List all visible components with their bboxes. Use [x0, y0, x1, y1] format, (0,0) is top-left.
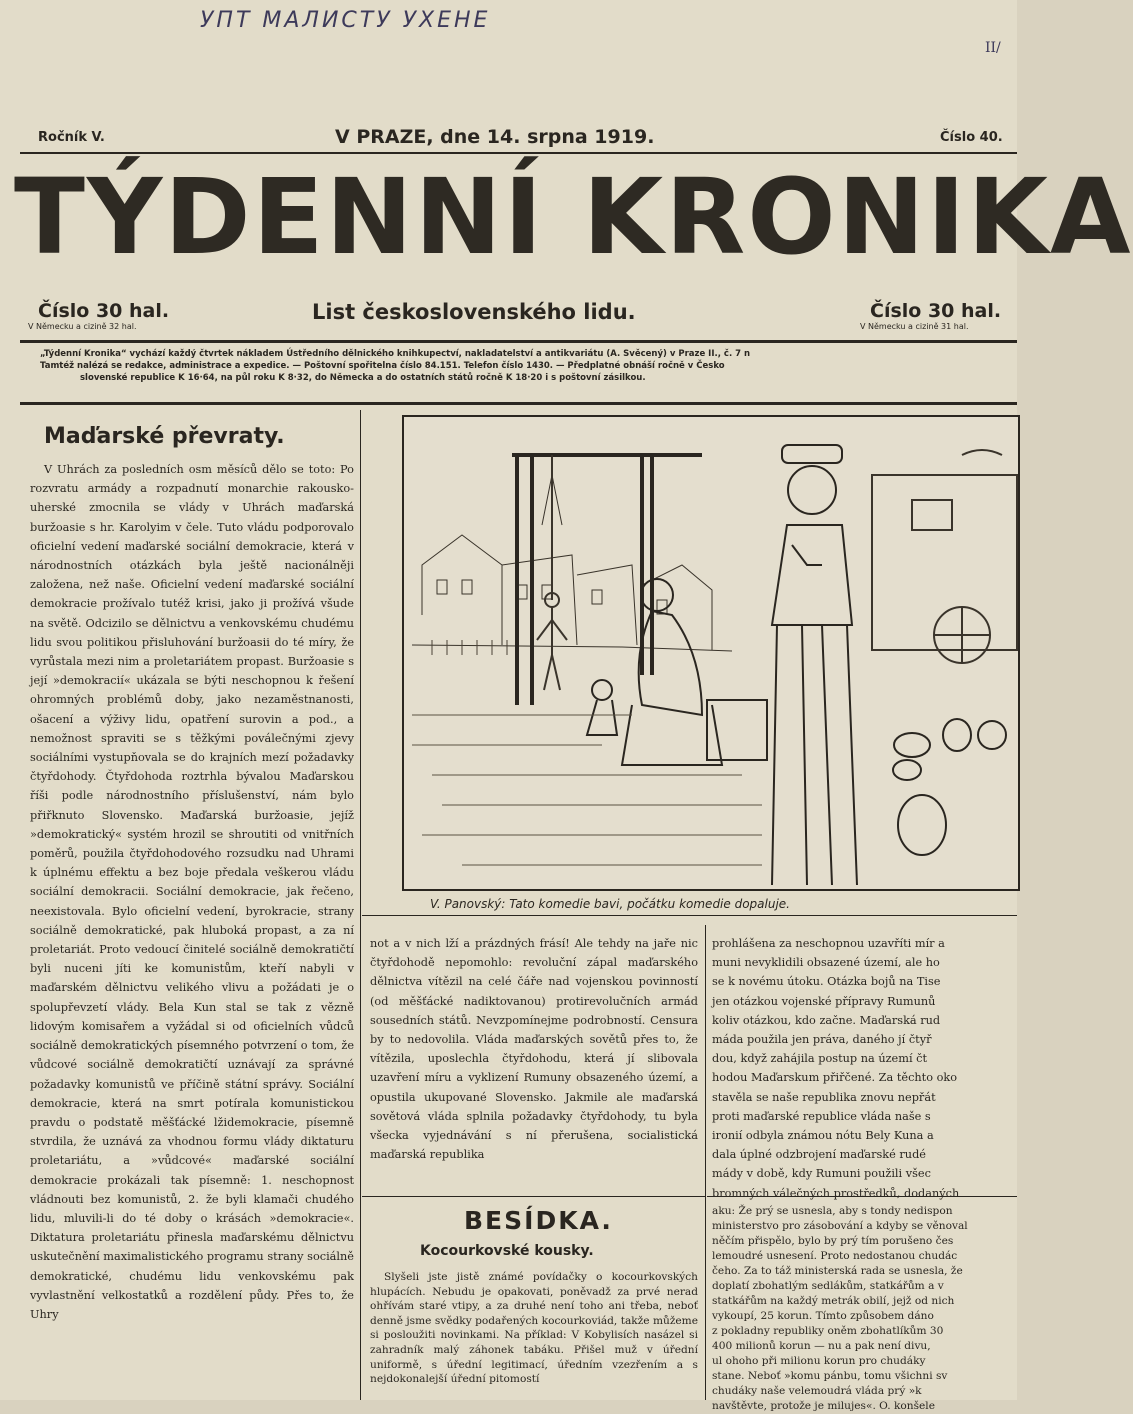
text-line: lemoudré usnesení. Proto nedostanou chudác — [712, 1250, 958, 1262]
imprint-line: Tamtéž nalézá se redakce, administrace a expedice. — Poštovní spořitelna číslo 84.151. Telefon číslo 1430. — Předplatné obnáší ročně v Česko — [40, 361, 725, 371]
text-line: doplatí zbohatlým sedlákům, statkářům a v — [712, 1280, 944, 1292]
text-line: statkářům na každý metrák obilí, jejž od nich — [712, 1295, 955, 1307]
text-line: aku: Že prý se usnesla, aby s tondy nedispon — [712, 1205, 953, 1217]
story-title: Kocourkovské kousky. — [420, 1243, 594, 1259]
text-line: koliv otázkou, kdo začne. Maďarská rud — [712, 1013, 941, 1027]
text-line: stavěla se naše republika znovu nepřát — [712, 1090, 936, 1104]
article-column-1 — [30, 460, 354, 1324]
article-column-3 — [712, 934, 1017, 1203]
text-line: se k novému útoku. Otázka bojů na Tise — [712, 975, 941, 989]
text-line: dou, když zahájila postup na území čt — [712, 1052, 928, 1066]
imprint-line: slovenské republice K 16·64, na půl roku K 8·32, do Německa a do ostatních států ročně K 18·20 i s poštovní zásilkou. — [80, 373, 646, 383]
text-line: hodou Maďarskum přiřčené. Za těchto oko — [712, 1071, 958, 1085]
text-line: ironií odbyla známou nótu Bely Kuna a — [712, 1129, 934, 1143]
masthead-title: TÝDENNÍ KRONIKA — [14, 156, 1133, 278]
caption-rule — [362, 915, 1017, 916]
imprint-block — [40, 348, 1030, 384]
price-left: Číslo 30 hal. — [38, 300, 170, 322]
handwritten-corner-mark: II/ — [985, 40, 1001, 56]
text-line: vykoupí, 25 korun. Tímto způsobem dáno — [712, 1310, 934, 1322]
masthead-subtitle: List československého lidu. — [312, 300, 636, 324]
price-right-note: V Německu a cizině 31 hal. — [860, 322, 969, 331]
article-body: V Uhrách za posledních osm měsíců dělo se toto: Po rozvratu armády a rozpadnutí monarchie rakousko-uherské zmocnila se vlády v Uhrách maďarská buržoasie s hr. Karolyim v čele. Tuto vládu podporovalo oficielní vedení maďarské sociální demokracie, která v národnostních otázkách byla ještě nacionálněji založena, než naše. Oficielní vedení maďarské sociální demokracie prožívalo tutéž krisi, jako ji prožívá všude na světě. Odcizilo se dělnictvu a venkovskému chudému lidu svou politikou přisluhování buržoasii do té míry, že vyrůstala mezi nim a proletariátem propast. Buržoasie s její »demokracií« ukázala se býti neschopnou k řešení ohromných problémů doby, jako nezaměstnanosti, ošacení a výživy lidu, opatření surovin a pod., a nemožnost spraviti se s těžkými poválečnými zjevy sociálními vystupňovala se do krajních mezí požadavky čtyřdohody. Čtyřdohoda roztrhla bývalou Maďarskou říši podle národnostního příslušenství, nám bylo přiřknuto Slovensko. Maďarská buržoasie, jejíž »demokratický« systém hrozil se shroutiti od vnitřních poměrů, použila čtyřdohodového rozsudku nad Uhrami k úplnému effektu a bez boje předala veškerou vládu sociální demokracii. Sociální demokracie, jak řečeno, neexistovala. Bylo oficielní vedení, byrokracie, strany sociálně demokratické, pak hluboká propast, a za ní proletariát. Proto vedoucí činitelé sociálně demokratičtí byli nuceni jíti ke komunistům, kteří nabyli v maďarském dělnictvu velikého vlivu a požádati je o spolupřevzetí vlády. Bela Kun stal se tak z vězně lidovým komisařem a vyžádal si od oficielních vůdců sociálně demokratických písemného potvrzení o tom, že vůdcové sociálně demokratičtí uznávají za správné požadavky komunistů ve příčině státní správy. Sociální demokracie, která na smrt potírala komunistickou pravdu o podstatě měšťácké lžidemokracie, písemně stvrdila, že uznává za vhodnou formu vlády diktaturu proletariátu, a »vůdcové« maďarské sociální demokracie prokázali tak písemně: 1. neschopnost vládnouti bez komunistů, 2. že byli klamači chudého lidu, mluvili-li do té doby o krásách »demokracie«. Diktatura proletariátu přinesla maďarskému dělnictvu uskutečnění maximalistického programu strany sociálně demokratické, chudému lidu venkovskému pak vyvlastnění velkostatků a rozdělení půdy. Přes to, že Uhry — [30, 463, 354, 1321]
column-divider — [360, 410, 361, 1400]
imprint-top-rule — [20, 340, 1017, 343]
article-headline: Maďarské převraty. — [44, 424, 285, 449]
illustration-caption: V. Panovský: Tato komedie bavi, počátku komedie dopaluje. — [430, 897, 790, 911]
text-line: dala úplné odzbrojení maďarské rudé — [712, 1148, 926, 1162]
text-line: bromných válečných prostředků, dodaných — [712, 1186, 960, 1200]
issue-meta-row — [0, 126, 1017, 150]
text-line: proti maďarské republice vláda naše s — [712, 1109, 931, 1123]
text-line: z pokladny republiky oněm zbohatlíkům 30 — [712, 1325, 944, 1337]
text-line: ul ohoho při milionu korun pro chudáky — [712, 1355, 926, 1367]
section-rule — [362, 1196, 705, 1197]
imprint-line: „Týdenní Kronika“ vychází každý čtvrtek nákladem Ústředního dělnického knihkupectví, nakladatelství a antikvariátu (A. Svěcený) v Praze II., č. 7 n — [40, 349, 751, 359]
text-line: chudáky naše velemoudrá vláda prý »k — [712, 1385, 922, 1397]
handwritten-note: УПТ МАЛИСТУ УХЕНЕ — [200, 8, 491, 33]
column-divider — [705, 925, 706, 1400]
section-rule — [707, 1196, 1017, 1197]
text-line: máda použila jen práva, daného jí čtyř — [712, 1033, 932, 1047]
text-line: prohlášena za neschopnou uzavříti mír a — [712, 937, 945, 950]
imprint-bottom-rule — [20, 402, 1017, 405]
price-right: Číslo 30 hal. — [870, 300, 1002, 322]
text-line: jen otázkou vojenské přípravy Rumunů — [712, 994, 936, 1008]
text-line: stane. Neboť »komu pánbu, tomu všichni sv — [712, 1370, 948, 1382]
text-line: muni nevyklidili obsazené území, ale ho — [712, 956, 940, 970]
article-column-2: not a v nich lží a prázdných frásí! Ale tehdy na jaře nic čtyřdohodě nepomohlo: revoluční zápal maďarského dělnictva vítězil na celé čáře nad vojenskou povinností (od měšťácké nadiktovanou) protirevolučních armád sousedních států. Nevzpomínejme podrobností. Censura by to nedovolila. Vláda maďarských sovětů přes to, že vítězila, uposlechla čtyřdohodu, která jí slibovala uzavření míru a vyklizení Rumuny obsazeného území, a opustila ukupované Slovensko. Jakmile ale maďarská sovětová vláda splnila požadavky čtyřdohody, tu byla všecka vyjednávání s ní přerušena, socialistická maďarská republika — [370, 937, 698, 1162]
text-line: čeho. Za to táž ministerská rada se usnesla, že — [712, 1265, 963, 1277]
text-line: ministerstvo pro zásobování a kdyby se věnoval — [712, 1220, 968, 1232]
story-body: Slyšeli jste jistě známé povídačky o kocourkovských hlupácích. Nebudu je opakovati, poněvadž za prvé nerad ohřívám staré vtipy, a za druhé není toho ani třeba, neboť denně jsme svědky podařených kocourkoviád, takže můžeme si posloužiti novinkami. Na příklad: V Kobylisích nasázel si zahradník malý záhonek tabáku. Přišel muž v úřední uniformě, s úřední legitimací, úředním vzezřením a s nejdokonalejší úřední pitomostí — [370, 1271, 698, 1386]
issue-date: V PRAZE, dne 14. srpna 1919. — [335, 126, 655, 148]
issue-number: Číslo 40. — [940, 130, 1003, 145]
article-column-3-lower — [712, 1204, 1017, 1414]
text-line: mády v době, kdy Rumuni použili všec — [712, 1167, 931, 1181]
price-left-note: V Německu a cizině 32 hal. — [28, 322, 137, 331]
text-line: něčím přispělo, bylo by prý tím porušeno čes — [712, 1235, 954, 1247]
text-line: navštěvte, protože je milujes«. O. konšele — [712, 1400, 935, 1412]
section-title: BESÍDKA. — [464, 1206, 613, 1235]
volume-label: Ročník V. — [38, 130, 105, 145]
cartoon-illustration — [402, 415, 1022, 895]
text-line: 400 milionů korun — nu a pak není divu, — [712, 1340, 931, 1352]
